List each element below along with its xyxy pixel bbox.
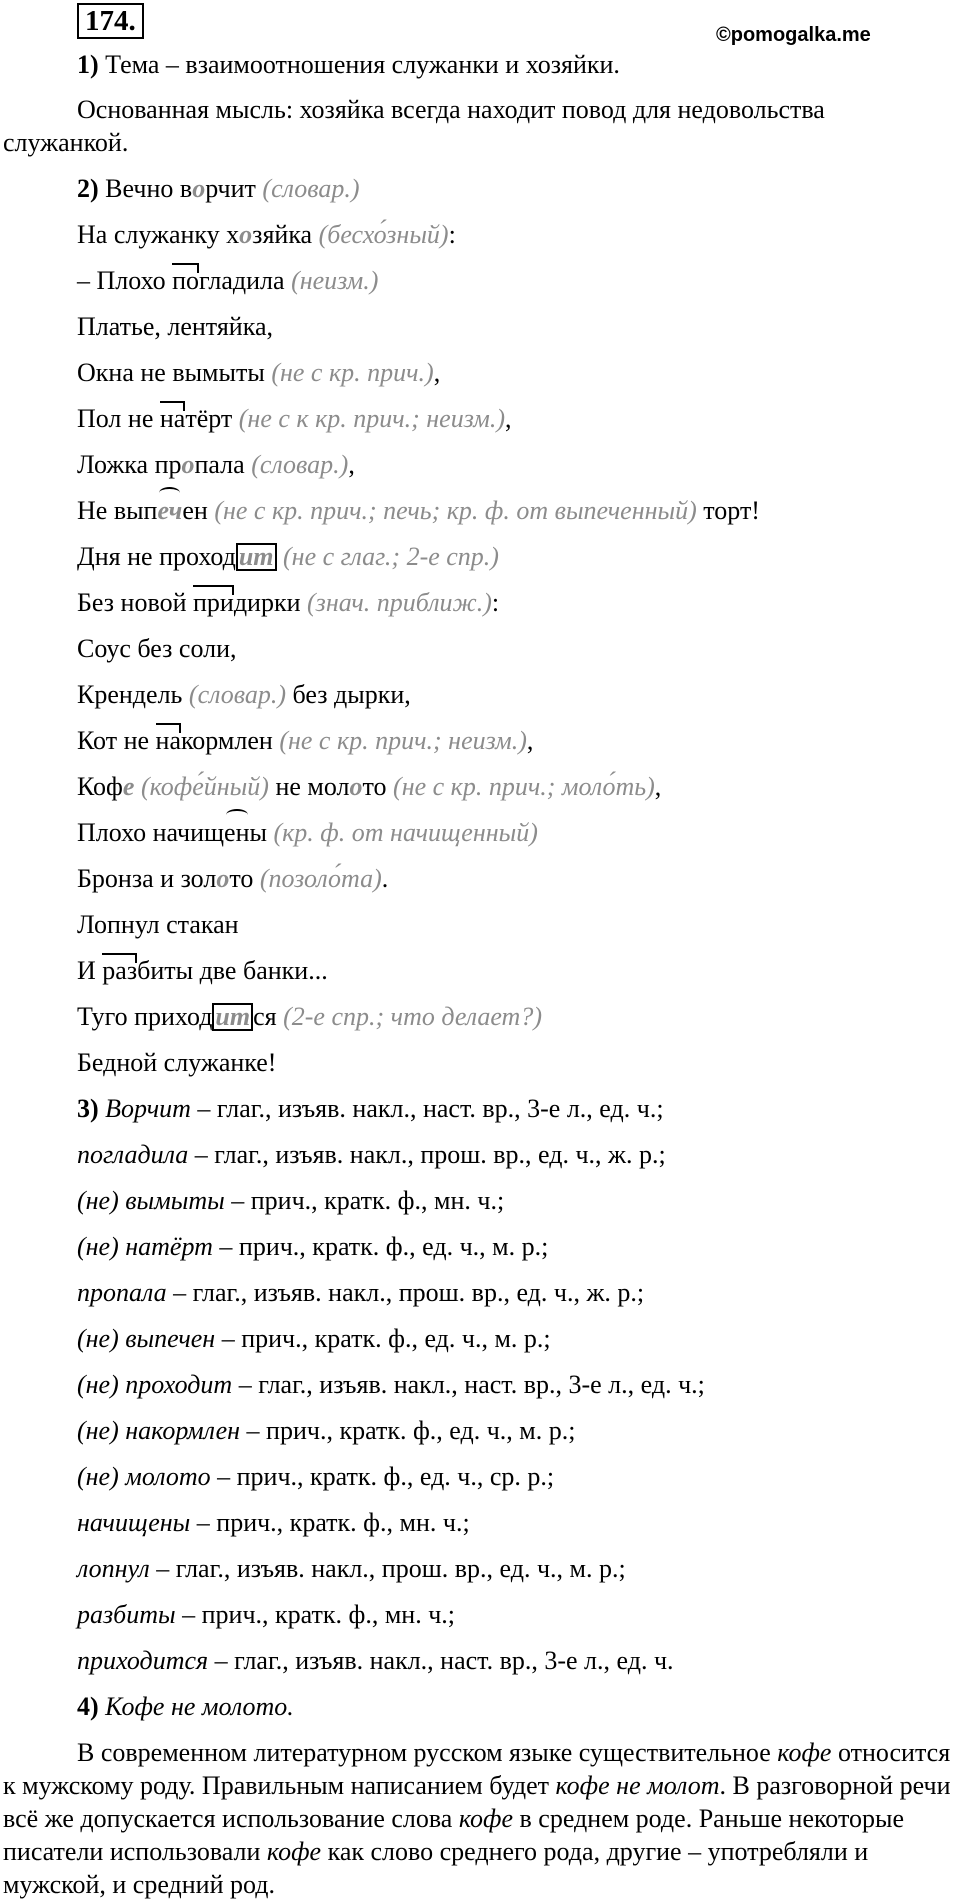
prefix-mark: по bbox=[172, 266, 200, 295]
poem-line-7: Ложка пропала (словар.), bbox=[77, 450, 355, 479]
exercise-number: 174. bbox=[77, 3, 144, 39]
analysis-row: начищены – прич., кратк. ф., мн. ч.; bbox=[77, 1508, 470, 1537]
poem-line-6: Пол не натёрт (не с к кр. прич.; неизм.), bbox=[77, 404, 512, 433]
prefix-mark: при bbox=[192, 588, 234, 617]
analysis-row: лопнул – глаг., изъяв. накл., прош. вр., ед. ч., м. р.; bbox=[77, 1554, 626, 1583]
poem-line-14: Кофе (кофе́йный) не молото (не с кр. прич.; моло́ть), bbox=[77, 772, 662, 801]
ending-box-mark: ит bbox=[212, 1003, 253, 1031]
analysis-row: (не) проходит – глаг., изъяв. накл., наст. вр., 3-е л., ед. ч.; bbox=[77, 1370, 705, 1399]
poem-line-13: Кот не накормлен (не с кр. прич.; неизм.), bbox=[77, 726, 534, 755]
root-mark: ен bbox=[224, 818, 250, 847]
part4-answer: 4) Кофе не молото. bbox=[77, 1692, 294, 1721]
poem-line-5: Окна не вымыты (не с кр. прич.), bbox=[77, 358, 441, 387]
part1-theme: 1) Тема – взаимоотношения служанки и хозяйки. bbox=[77, 50, 620, 79]
analysis-row: (не) выпечен – прич., кратк. ф., ед. ч., м. р.; bbox=[77, 1324, 551, 1353]
poem-line-15: Плохо начищены (кр. ф. от начищенный) bbox=[77, 818, 538, 847]
analysis-row: (не) молото – прич., кратк. ф., ед. ч., ср. р.; bbox=[77, 1462, 555, 1491]
prefix-mark: раз bbox=[102, 956, 138, 985]
poem-line-10: Без новой придирки (знач. приближ.): bbox=[77, 588, 500, 617]
ending-box-mark: ит bbox=[236, 543, 277, 571]
site-watermark: ©pomogalka.me bbox=[716, 24, 871, 46]
analysis-row: приходится – глаг., изъяв. накл., наст. вр., 3-е л., ед. ч. bbox=[77, 1646, 674, 1675]
poem-line-18: И разбиты две банки... bbox=[77, 956, 328, 985]
analysis-row: разбиты – прич., кратк. ф., мн. ч.; bbox=[77, 1600, 456, 1629]
poem-line-12: Крендель (словар.) без дырки, bbox=[77, 680, 411, 709]
poem-line-9: Дня не проход ит (не с глаг.; 2-е спр.) bbox=[77, 542, 499, 571]
poem-line-19: Туго приход ит ся (2-е спр.; что делает?) bbox=[77, 1002, 542, 1031]
poem-line-17: Лопнул стакан bbox=[77, 910, 239, 939]
analysis-row: 3) Ворчит – глаг., изъяв. накл., наст. вр., 3-е л., ед. ч.; bbox=[77, 1094, 664, 1123]
poem-line-1: 2) Вечно ворчит (словар.) bbox=[77, 174, 360, 203]
poem-line-20: Бедной служанке! bbox=[77, 1048, 277, 1077]
analysis-row: погладила – глаг., изъяв. накл., прош. вр., ед. ч., ж. р.; bbox=[77, 1140, 666, 1169]
prefix-mark: на bbox=[159, 404, 186, 433]
part4-explanation: В современном литературном русском языке существительное кофе относится к мужскому роду. Правильным написанием будет кофе не молот. В разговорной речи всё же допускается использование слова кофе в среднем роде. Раньше некоторые писатели использовали кофе как слово среднего рода, другие – употребляли и мужской, и средний род. bbox=[3, 1738, 951, 1899]
poem-line-4: Платье, лентяйка, bbox=[77, 312, 273, 341]
part1-idea: Основанная мысль: хозяйка всегда находит повод для недовольства служанкой. bbox=[3, 95, 825, 157]
poem-line-8: Не выпечен (не с кр. прич.; печь; кр. ф. от выпеченный) торт! bbox=[77, 496, 760, 525]
analysis-row: (не) натёрт – прич., кратк. ф., ед. ч., м. р.; bbox=[77, 1232, 549, 1261]
root-mark: еч bbox=[157, 496, 183, 525]
analysis-row: (не) вымыты – прич., кратк. ф., мн. ч.; bbox=[77, 1186, 505, 1215]
poem-line-16: Бронза и золото (позоло́та). bbox=[77, 864, 389, 893]
analysis-row: (не) накормлен – прич., кратк. ф., ед. ч., м. р.; bbox=[77, 1416, 576, 1445]
analysis-row: пропала – глаг., изъяв. накл., прош. вр., ед. ч., ж. р.; bbox=[77, 1278, 645, 1307]
prefix-mark: на bbox=[155, 726, 181, 755]
poem-line-2: На служанку хозяйка (бесхо́зный): bbox=[77, 220, 456, 249]
poem-line-3: – Плохо погладила (неизм.) bbox=[77, 266, 379, 295]
poem-line-11: Соус без соли, bbox=[77, 634, 237, 663]
